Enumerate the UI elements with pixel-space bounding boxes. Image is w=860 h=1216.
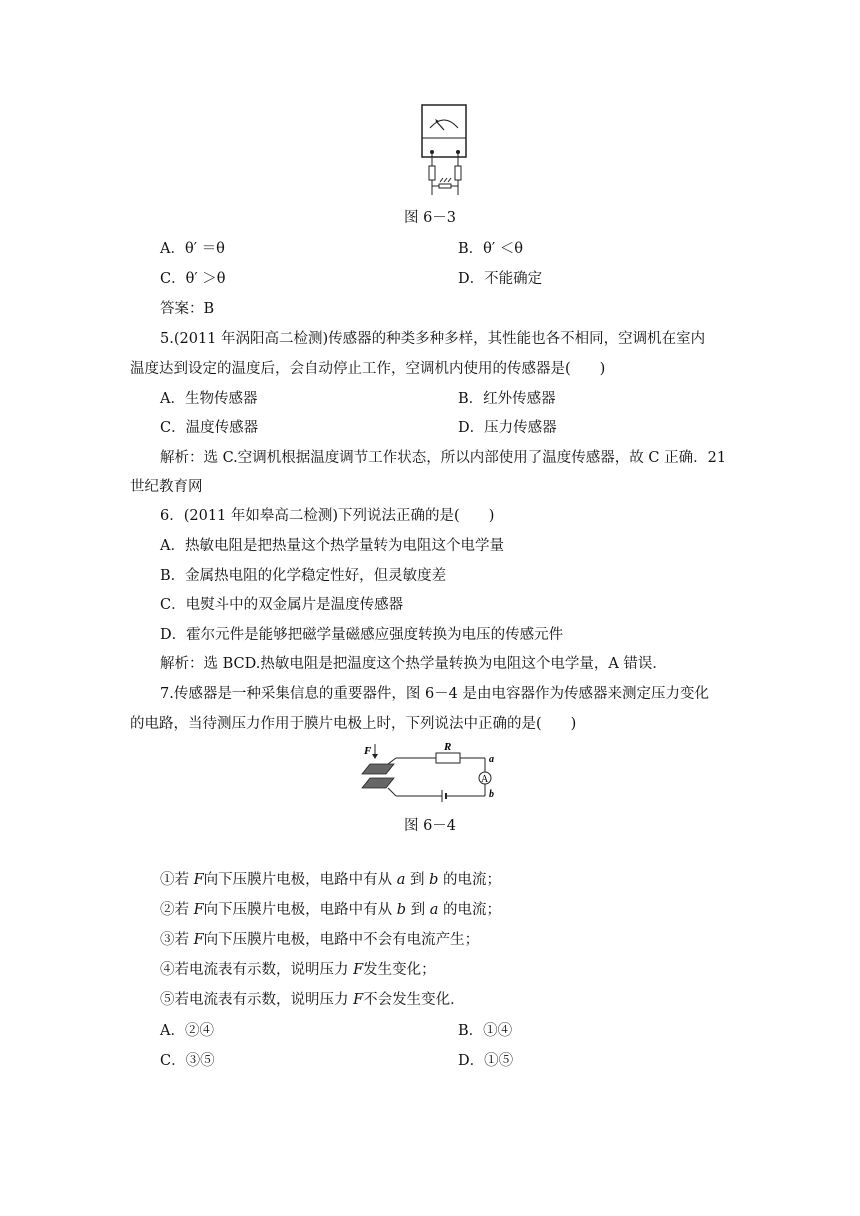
q6-stem: 6．(2011 年如皋高二检测)下列说法正确的是( ) (160, 508, 495, 524)
q4-option-b: B．θ′ ＜θ (458, 241, 524, 257)
figure-6-4 (358, 740, 504, 802)
q4-option-a: A．θ′ ＝θ (160, 241, 225, 257)
q7-statement-1: ①若 F向下压膜片电极，电路中有从 a 到 b 的电流； (160, 872, 502, 888)
q6-option-c: C．电熨斗中的双金属片是温度传感器 (160, 597, 404, 613)
q4-option-c: C．θ′ ＞θ (160, 271, 226, 287)
q7-statement-2: ②若 F向下压膜片电极，电路中有从 b 到 a 的电流； (160, 902, 502, 918)
q7-statement-4: ④若电流表有示数，说明压力 F发生变化； (160, 962, 436, 978)
q7-statement-3: ③若 F向下压膜片电极，电路中不会有电流产生； (160, 932, 480, 948)
q4-answer: 答案：B (160, 301, 215, 317)
q7-option-b: B．①④ (458, 1023, 513, 1039)
q4-option-d: D．不能确定 (458, 271, 543, 287)
figure-6-3 (410, 100, 470, 200)
fig-label-a: a (489, 754, 494, 765)
q5-analysis-line1: 解析：选 C.空调机根据温度调节工作状态，所以内部使用了温度传感器，故 C 正确．21 (160, 450, 727, 466)
q7-stem-line1: 7.传感器是一种采集信息的重要器件，图 6－4 是由电容器作为传感器来测定压力变化 (160, 686, 710, 702)
q5-stem-line2: 温度达到设定的温度后，会自动停止工作，空调机内使用的传感器是( ) (130, 361, 606, 377)
q7-stem-line2: 的电路，当待测压力作用于膜片电极上时，下列说法中正确的是( ) (130, 716, 577, 732)
q5-stem-line1: 5.(2011 年涡阳高二检测)传感器的种类多种多样，其性能也各不相同，空调机在室内 (160, 331, 706, 347)
q5-option-d: D．压力传感器 (458, 420, 557, 436)
figure-6-4-caption: 图 6－4 (403, 818, 457, 834)
q6-option-b: B．金属热电阻的化学稳定性好，但灵敏度差 (160, 568, 447, 584)
q5-analysis-line2: 世纪教育网 (130, 479, 203, 495)
q5-option-a: A．生物传感器 (160, 391, 258, 407)
fig-label-b: b (489, 789, 494, 800)
fig-label-ammeter: A (481, 774, 489, 785)
figure-6-3-caption: 图 6－3 (403, 210, 457, 226)
q7-statement-5: ⑤若电流表有示数，说明压力 F不会发生变化． (160, 992, 465, 1008)
q6-option-a: A．热敏电阻是把热量这个热学量转为电阻这个电学量 (160, 538, 504, 554)
q6-option-d: D．霍尔元件是能够把磁学量磁感应强度转换为电压的传感元件 (160, 627, 564, 643)
q7-option-a: A．②④ (160, 1023, 214, 1039)
q7-option-d: D．①⑤ (458, 1053, 514, 1069)
q5-option-b: B．红外传感器 (458, 391, 556, 407)
q7-option-c: C．③⑤ (160, 1053, 215, 1069)
fig-label-F: F (364, 745, 372, 757)
q5-option-c: C．温度传感器 (160, 420, 259, 436)
fig-label-R: R (444, 741, 452, 753)
q6-analysis: 解析：选 BCD.热敏电阻是把温度这个热学量转换为电阻这个电学量，A 错误． (160, 656, 667, 672)
